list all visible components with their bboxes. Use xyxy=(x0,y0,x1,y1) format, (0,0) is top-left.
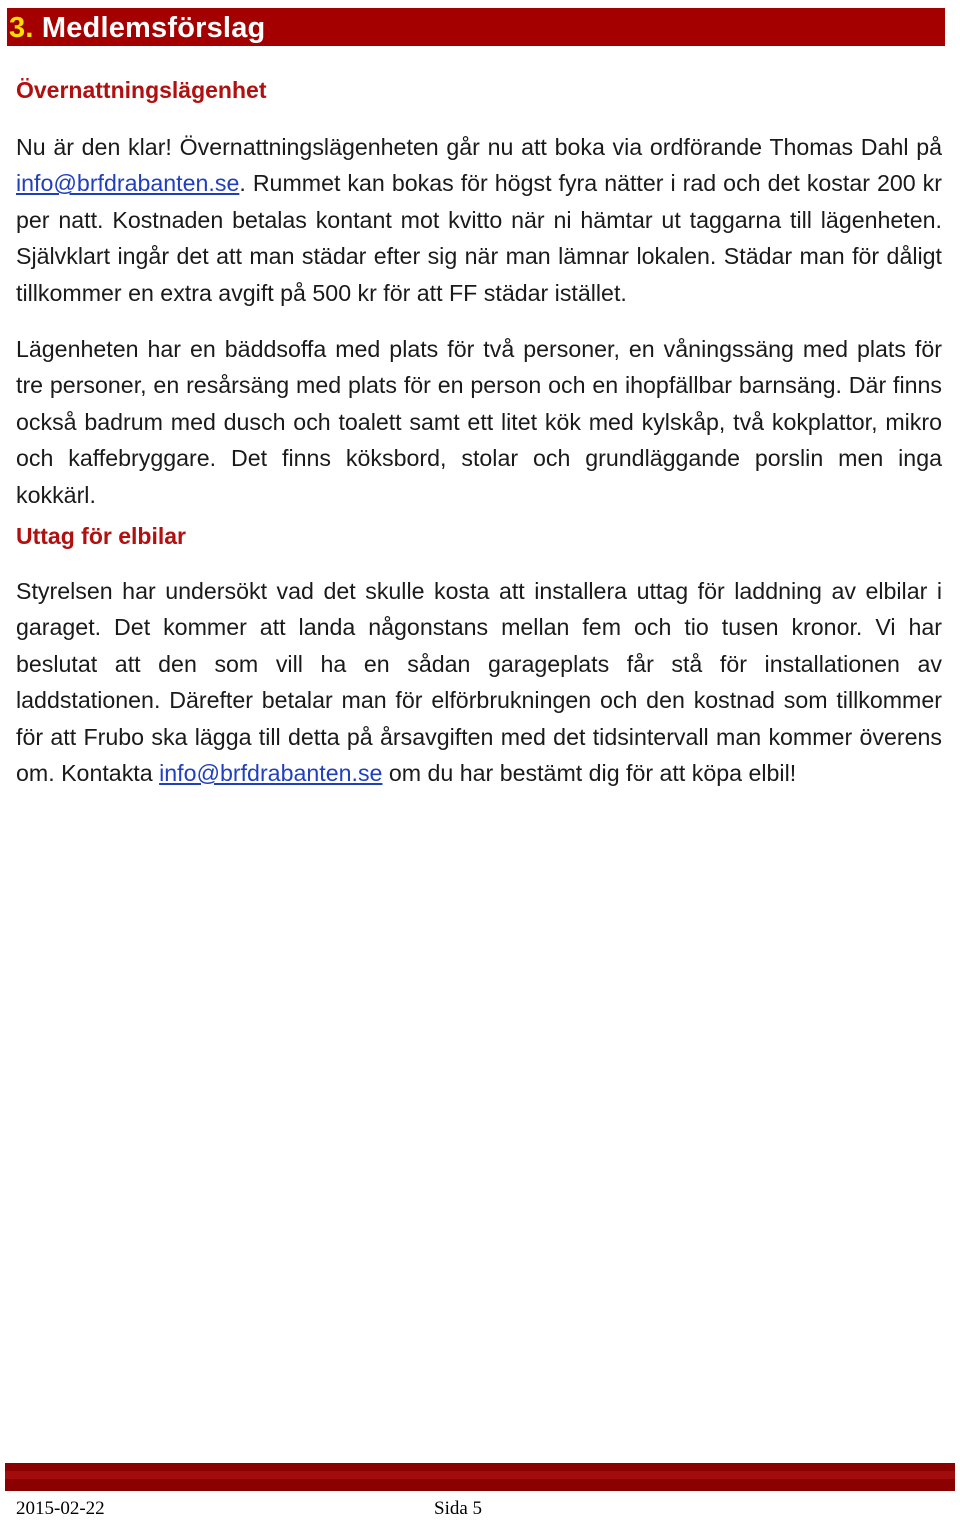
heading-uttag-elbilar: Uttag för elbilar xyxy=(16,523,186,550)
footer-date: 2015-02-22 xyxy=(16,1498,105,1519)
paragraph-text: Nu är den klar! Övernattningslägenheten går nu att boka via ordförande Thomas Dahl på xyxy=(16,134,942,160)
paragraph-ev-charging xyxy=(16,573,942,791)
paragraph-text: Styrelsen har undersökt vad det skulle kosta att installera uttag för laddning av elbilar i garaget. Det kommer att landa någonstans mellan fem och tio tusen kronor. Vi har beslutat att den som vill ha en sådan garageplats får stå för installationen av laddstationen. Därefter betalar man för elförbrukningen och den kostnad som tillkommer för att Frubo ska lägga till detta på årsavgiften med det tidsintervall man kommer överens om. Kontakta xyxy=(16,578,942,787)
section-number: 3. xyxy=(9,12,34,44)
paragraph-text: . Rummet kan bokas för högst fyra nätter i rad och det kostar 200 kr per natt. Kostnaden betalas kontant mot kvitto när ni hämtar ut taggarna till lägenheten. Självklart ingår det att man städar efter sig när man lämnar lokalen. Städar man för dåligt tillkommer en extra avgift på 500 kr för att FF städar istället. xyxy=(16,170,942,306)
footer-bar xyxy=(5,1463,955,1491)
page-content xyxy=(16,70,942,792)
section-title xyxy=(7,8,945,48)
section-header-bar xyxy=(7,8,945,46)
section-title-text: Medlemsförslag xyxy=(33,12,266,44)
paragraph-overnattning-booking xyxy=(16,129,942,311)
email-link[interactable]: info@brfdrabanten.se xyxy=(16,170,240,197)
footer-bar-stripe xyxy=(5,1471,955,1479)
paragraph-apartment-description: Lägenheten har en bäddsoffa med plats för två personer, en våningssäng med plats för tre personer, en resårsäng med plats för en person och en ihopfällbar barnsäng. Där finns också badrum med dusch och toalett samt ett litet kök med kylskåp, två kokplattor, mikro och kaffebryggare. Det finns köksbord, stolar och grundläggande porslin men inga kokkärl. xyxy=(16,336,942,508)
heading-overnattningslagenhet: Övernattningslägenhet xyxy=(16,77,267,103)
paragraph-text: om du har bestämt dig för att köpa elbil! xyxy=(382,760,797,787)
email-link[interactable]: info@brfdrabanten.se xyxy=(159,760,383,787)
footer-page-number: Sida 5 xyxy=(434,1498,483,1519)
